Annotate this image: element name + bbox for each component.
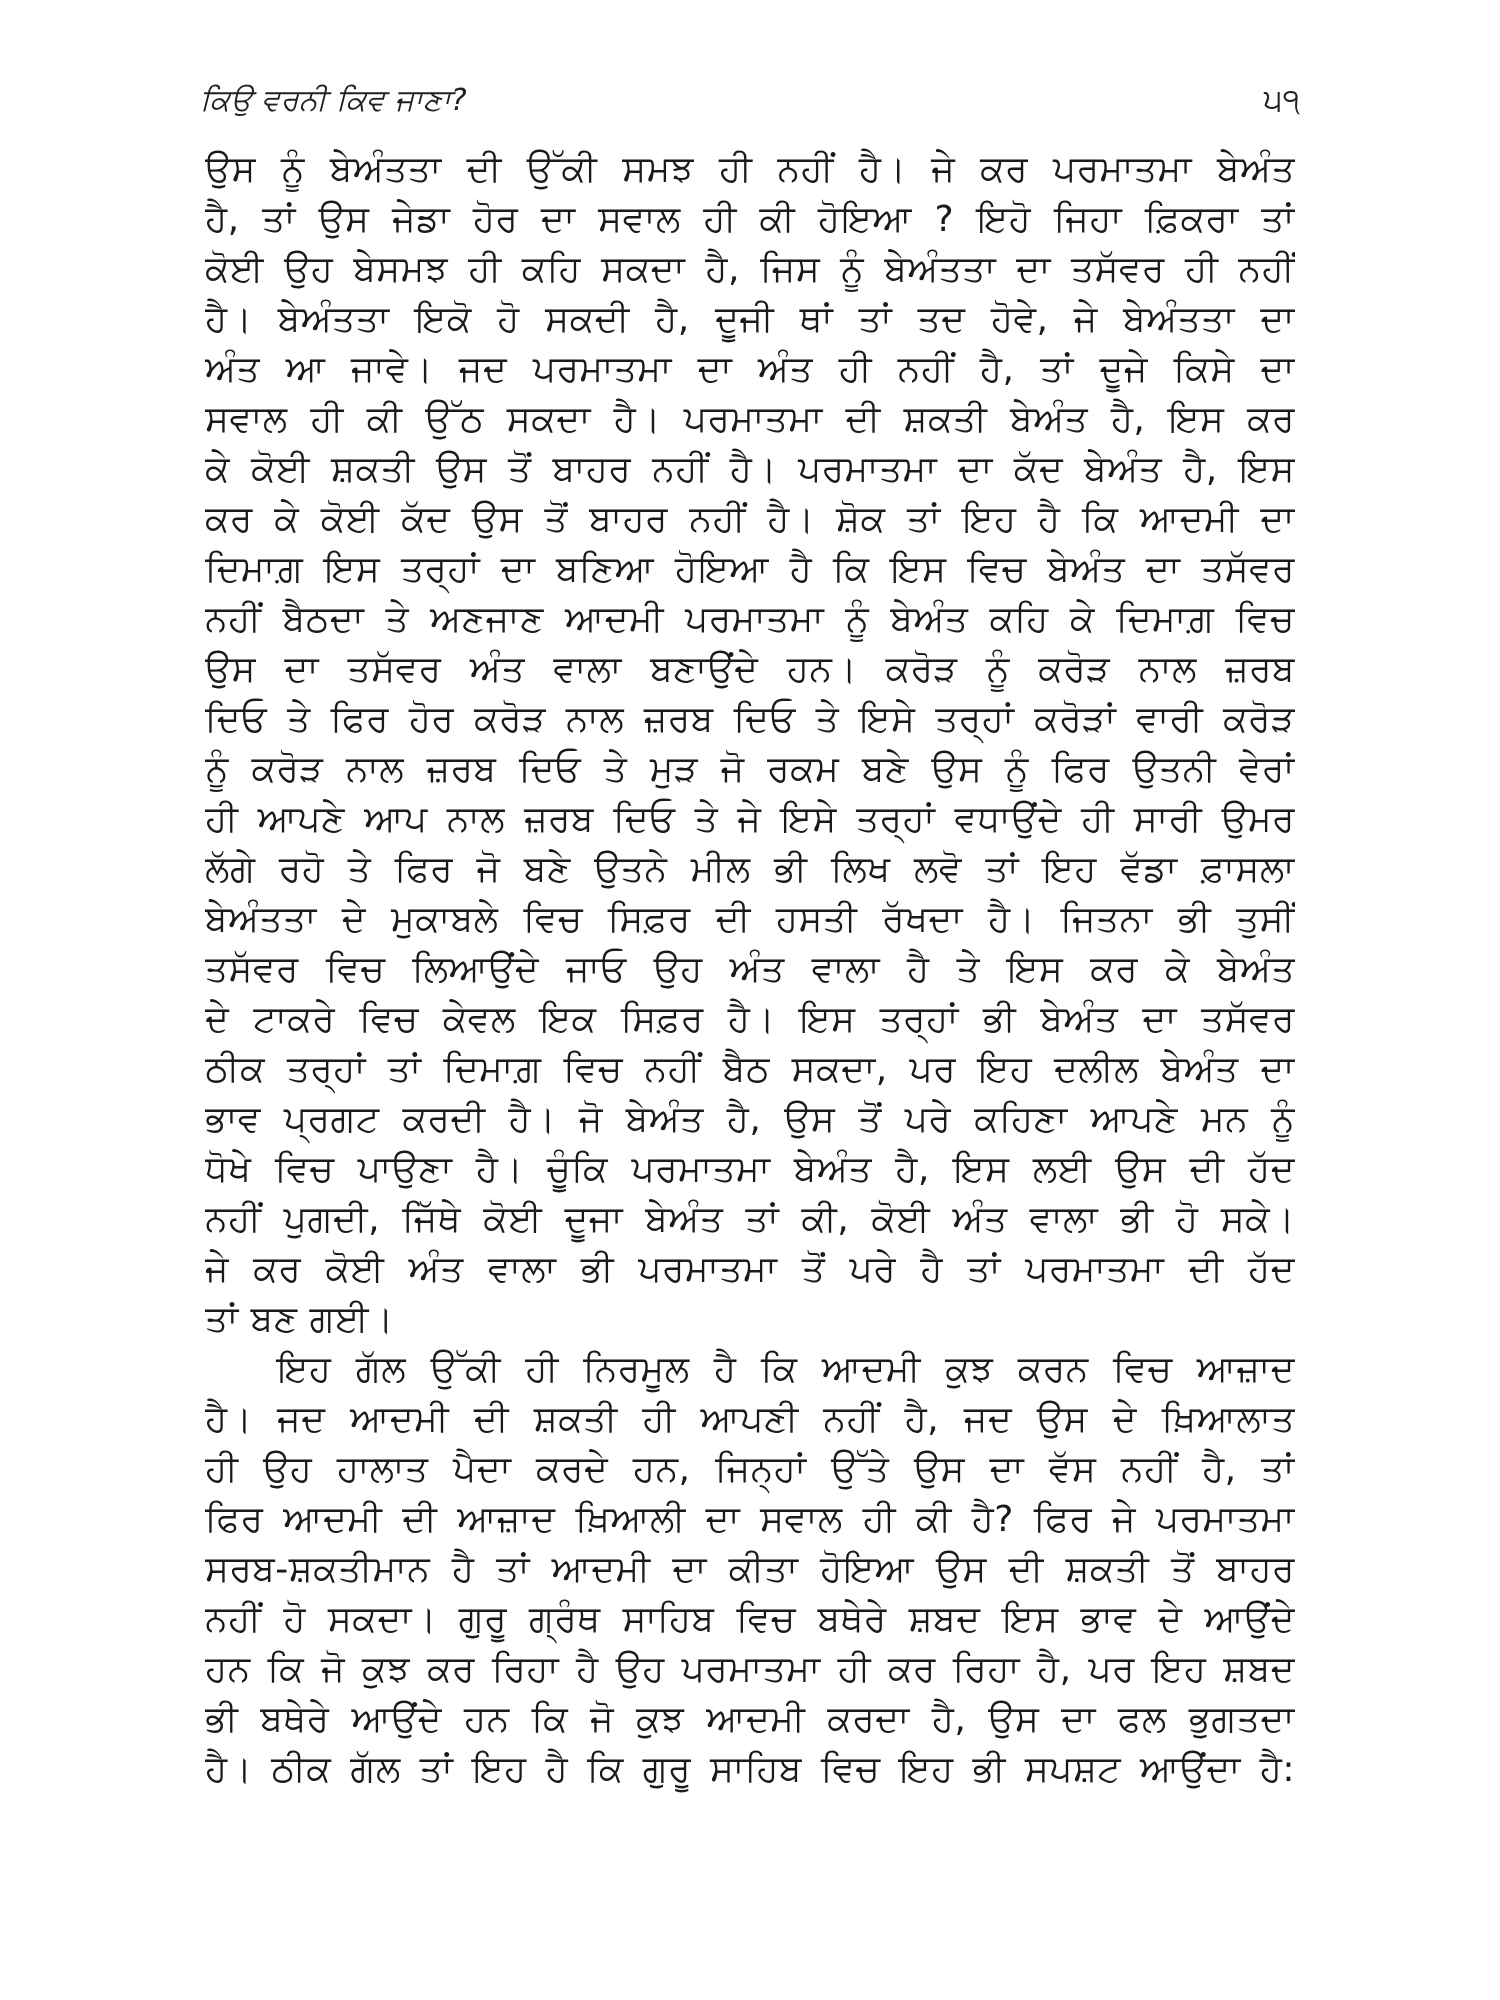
text-line: ਤਸੱਵਰ ਵਿਚ ਲਿਆਉਂਦੇ ਜਾਓ ਉਹ ਅੰਤ ਵਾਲਾ ਹੈ ਤੇ ਇਸ ਕਰ ਕੇ ਬੇਅੰਤ bbox=[205, 949, 1295, 990]
text-line: ਹੈ, ਤਾਂ ਉਸ ਜੇਡਾ ਹੋਰ ਦਾ ਸਵਾਲ ਹੀ ਕੀ ਹੋਇਆ ? ਇਹੋ ਜਿਹਾ ਫ਼ਿਕਰਾ ਤਾਂ bbox=[205, 199, 1295, 240]
running-title: ਕਿਉ ਵਰਨੀ ਕਿਵ ਜਾਣਾ? bbox=[200, 82, 467, 118]
text-line: ਧੋਖੇ ਵਿਚ ਪਾਉਣਾ ਹੈ। ਚੂੰਕਿ ਪਰਮਾਤਮਾ ਬੇਅੰਤ ਹੈ, ਇਸ ਲਈ ਉਸ ਦੀ ਹੱਦ bbox=[205, 1149, 1295, 1190]
text-line: ਹਨ ਕਿ ਜੋ ਕੁਝ ਕਰ ਰਿਹਾ ਹੈ ਉਹ ਪਰਮਾਤਮਾ ਹੀ ਕਰ ਰਿਹਾ ਹੈ, ਪਰ ਇਹ ਸ਼ਬਦ bbox=[205, 1649, 1295, 1690]
text-line: ਹੈ। ਬੇਅੰਤਤਾ ਇਕੋ ਹੋ ਸਕਦੀ ਹੈ, ਦੂਜੀ ਥਾਂ ਤਾਂ ਤਦ ਹੋਵੇ, ਜੇ ਬੇਅੰਤਤਾ ਦਾ bbox=[205, 299, 1295, 340]
text-line: ਨੂੰ ਕਰੋੜ ਨਾਲ ਜ਼ਰਬ ਦਿਓ ਤੇ ਮੁੜ ਜੋ ਰਕਮ ਬਣੇ ਉਸ ਨੂੰ ਫਿਰ ਉਤਨੀ ਵੇਰਾਂ bbox=[205, 749, 1295, 790]
paragraph-1 bbox=[205, 145, 1295, 1345]
text-line: ਕਰ ਕੇ ਕੋਈ ਕੱਦ ਉਸ ਤੋਂ ਬਾਹਰ ਨਹੀਂ ਹੈ। ਸ਼ੋਕ ਤਾਂ ਇਹ ਹੈ ਕਿ ਆਦਮੀ ਦਾ bbox=[205, 499, 1295, 540]
text-line: ਜੇ ਕਰ ਕੋਈ ਅੰਤ ਵਾਲਾ ਭੀ ਪਰਮਾਤਮਾ ਤੋਂ ਪਰੇ ਹੈ ਤਾਂ ਪਰਮਾਤਮਾ ਦੀ ਹੱਦ bbox=[205, 1249, 1295, 1290]
text-line: ਠੀਕ ਤਰ੍ਹਾਂ ਤਾਂ ਦਿਮਾਗ਼ ਵਿਚ ਨਹੀਂ ਬੈਠ ਸਕਦਾ, ਪਰ ਇਹ ਦਲੀਲ ਬੇਅੰਤ ਦਾ bbox=[205, 1049, 1295, 1090]
running-header bbox=[200, 70, 1300, 130]
text-line: ਅੰਤ ਆ ਜਾਵੇ। ਜਦ ਪਰਮਾਤਮਾ ਦਾ ਅੰਤ ਹੀ ਨਹੀਂ ਹੈ, ਤਾਂ ਦੂਜੇ ਕਿਸੇ ਦਾ bbox=[205, 349, 1295, 390]
text-line: ਫਿਰ ਆਦਮੀ ਦੀ ਆਜ਼ਾਦ ਖ਼ਿਆਲੀ ਦਾ ਸਵਾਲ ਹੀ ਕੀ ਹੈ? ਫਿਰ ਜੇ ਪਰਮਾਤਮਾ bbox=[205, 1499, 1295, 1540]
text-line: ਨਹੀਂ ਹੋ ਸਕਦਾ। ਗੁਰੂ ਗ੍ਰੰਥ ਸਾਹਿਬ ਵਿਚ ਬਥੇਰੇ ਸ਼ਬਦ ਇਸ ਭਾਵ ਦੇ ਆਉਂਦੇ bbox=[205, 1599, 1295, 1640]
text-line: ਭਾਵ ਪ੍ਰਗਟ ਕਰਦੀ ਹੈ। ਜੋ ਬੇਅੰਤ ਹੈ, ਉਸ ਤੋਂ ਪਰੇ ਕਹਿਣਾ ਆਪਣੇ ਮਨ ਨੂੰ bbox=[205, 1099, 1295, 1140]
text-line: ਇਹ ਗੱਲ ਉੱਕੀ ਹੀ ਨਿਰਮੂਲ ਹੈ ਕਿ ਆਦਮੀ ਕੁਝ ਕਰਨ ਵਿਚ ਆਜ਼ਾਦ bbox=[277, 1349, 1295, 1390]
text-line: ਲੱਗੇ ਰਹੋ ਤੇ ਫਿਰ ਜੋ ਬਣੇ ਉਤਨੇ ਮੀਲ ਭੀ ਲਿਖ ਲਵੋ ਤਾਂ ਇਹ ਵੱਡਾ ਫ਼ਾਸਲਾ bbox=[205, 849, 1295, 890]
text-line: ਕੋਈ ਉਹ ਬੇਸਮਝ ਹੀ ਕਹਿ ਸਕਦਾ ਹੈ, ਜਿਸ ਨੂੰ ਬੇਅੰਤਤਾ ਦਾ ਤਸੱਵਰ ਹੀ ਨਹੀਂ bbox=[205, 249, 1295, 290]
text-line: ਹੈ। ਜਦ ਆਦਮੀ ਦੀ ਸ਼ਕਤੀ ਹੀ ਆਪਣੀ ਨਹੀਂ ਹੈ, ਜਦ ਉਸ ਦੇ ਖ਼ਿਆਲਾਤ bbox=[205, 1399, 1295, 1440]
text-line: ਉਸ ਦਾ ਤਸੱਵਰ ਅੰਤ ਵਾਲਾ ਬਣਾਉਂਦੇ ਹਨ। ਕਰੋੜ ਨੂੰ ਕਰੋੜ ਨਾਲ ਜ਼ਰਬ bbox=[205, 649, 1295, 690]
text-line: ਦਿਮਾਗ਼ ਇਸ ਤਰ੍ਹਾਂ ਦਾ ਬਣਿਆ ਹੋਇਆ ਹੈ ਕਿ ਇਸ ਵਿਚ ਬੇਅੰਤ ਦਾ ਤਸੱਵਰ bbox=[205, 549, 1295, 590]
paragraph-2 bbox=[205, 1345, 1295, 1795]
text-line: ਨਹੀਂ ਪੁਗਦੀ, ਜਿੱਥੇ ਕੋਈ ਦੂਜਾ ਬੇਅੰਤ ਤਾਂ ਕੀ, ਕੋਈ ਅੰਤ ਵਾਲਾ ਭੀ ਹੋ ਸਕੇ। bbox=[205, 1199, 1295, 1240]
text-line: ਸਰਬ-ਸ਼ਕਤੀਮਾਨ ਹੈ ਤਾਂ ਆਦਮੀ ਦਾ ਕੀਤਾ ਹੋਇਆ ਉਸ ਦੀ ਸ਼ਕਤੀ ਤੋਂ ਬਾਹਰ bbox=[205, 1549, 1295, 1590]
text-line: ਹੀ ਆਪਣੇ ਆਪ ਨਾਲ ਜ਼ਰਬ ਦਿਓ ਤੇ ਜੇ ਇਸੇ ਤਰ੍ਹਾਂ ਵਧਾਉਂਦੇ ਹੀ ਸਾਰੀ ਉਮਰ bbox=[205, 799, 1295, 840]
body-text bbox=[205, 145, 1295, 1795]
text-line: ਕੇ ਕੋਈ ਸ਼ਕਤੀ ਉਸ ਤੋਂ ਬਾਹਰ ਨਹੀਂ ਹੈ। ਪਰਮਾਤਮਾ ਦਾ ਕੱਦ ਬੇਅੰਤ ਹੈ, ਇਸ bbox=[205, 449, 1295, 490]
text-line: ਤਾਂ ਬਣ ਗਈ। bbox=[205, 1299, 394, 1340]
text-line: ਹੈ। ਠੀਕ ਗੱਲ ਤਾਂ ਇਹ ਹੈ ਕਿ ਗੁਰੂ ਸਾਹਿਬ ਵਿਚ ਇਹ ਭੀ ਸਪਸ਼ਟ ਆਉਂਦਾ ਹੈ: bbox=[205, 1749, 1295, 1790]
text-line: ਭੀ ਬਥੇਰੇ ਆਉਂਦੇ ਹਨ ਕਿ ਜੋ ਕੁਝ ਆਦਮੀ ਕਰਦਾ ਹੈ, ਉਸ ਦਾ ਫਲ ਭੁਗਤਦਾ bbox=[205, 1699, 1295, 1740]
text-line: ਸਵਾਲ ਹੀ ਕੀ ਉੱਠ ਸਕਦਾ ਹੈ। ਪਰਮਾਤਮਾ ਦੀ ਸ਼ਕਤੀ ਬੇਅੰਤ ਹੈ, ਇਸ ਕਰ bbox=[205, 399, 1295, 440]
page-number: ੫੧ bbox=[1263, 80, 1300, 119]
text-line: ਹੀ ਉਹ ਹਾਲਾਤ ਪੈਦਾ ਕਰਦੇ ਹਨ, ਜਿਨ੍ਹਾਂ ਉੱਤੇ ਉਸ ਦਾ ਵੱਸ ਨਹੀਂ ਹੈ, ਤਾਂ bbox=[205, 1449, 1295, 1490]
text-line: ਦੇ ਟਾਕਰੇ ਵਿਚ ਕੇਵਲ ਇਕ ਸਿਫ਼ਰ ਹੈ। ਇਸ ਤਰ੍ਹਾਂ ਭੀ ਬੇਅੰਤ ਦਾ ਤਸੱਵਰ bbox=[205, 999, 1295, 1040]
text-line: ਨਹੀਂ ਬੈਠਦਾ ਤੇ ਅਣਜਾਣ ਆਦਮੀ ਪਰਮਾਤਮਾ ਨੂੰ ਬੇਅੰਤ ਕਹਿ ਕੇ ਦਿਮਾਗ਼ ਵਿਚ bbox=[205, 599, 1295, 640]
text-line: ਉਸ ਨੂੰ ਬੇਅੰਤਤਾ ਦੀ ਉੱਕੀ ਸਮਝ ਹੀ ਨਹੀਂ ਹੈ। ਜੇ ਕਰ ਪਰਮਾਤਮਾ ਬੇਅੰਤ bbox=[205, 149, 1295, 190]
text-line: ਬੇਅੰਤਤਾ ਦੇ ਮੁਕਾਬਲੇ ਵਿਚ ਸਿਫ਼ਰ ਦੀ ਹਸਤੀ ਰੱਖਦਾ ਹੈ। ਜਿਤਨਾ ਭੀ ਤੁਸੀਂ bbox=[205, 899, 1295, 940]
text-line: ਦਿਓ ਤੇ ਫਿਰ ਹੋਰ ਕਰੋੜ ਨਾਲ ਜ਼ਰਬ ਦਿਓ ਤੇ ਇਸੇ ਤਰ੍ਹਾਂ ਕਰੋੜਾਂ ਵਾਰੀ ਕਰੋੜ bbox=[205, 699, 1295, 740]
